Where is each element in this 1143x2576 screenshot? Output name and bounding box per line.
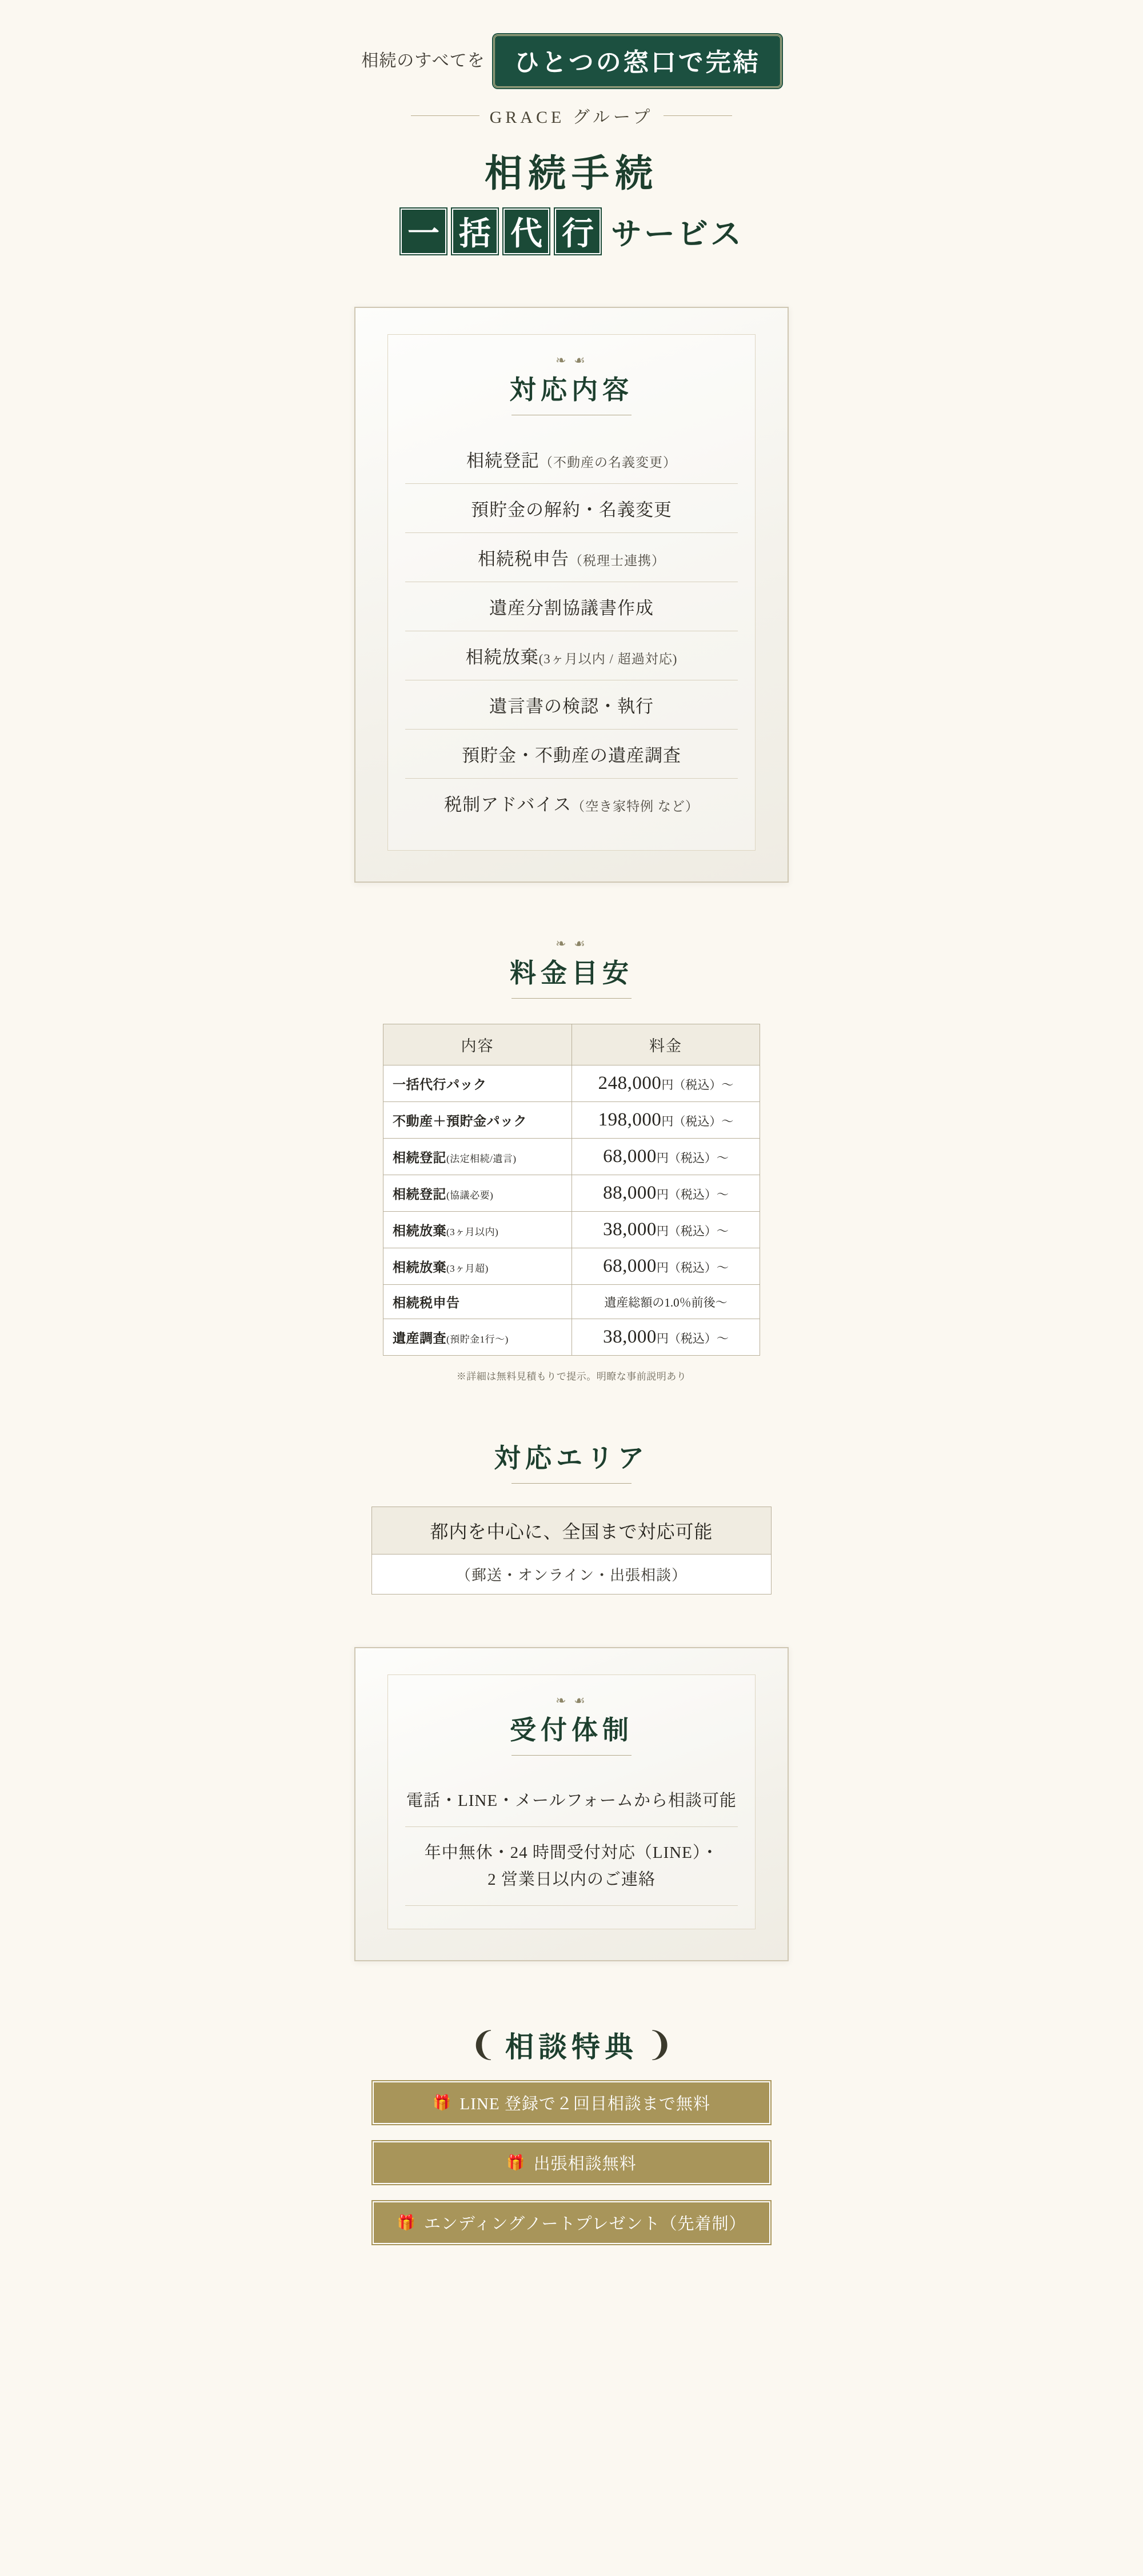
fee-unit: 円（税込）〜 <box>661 1078 734 1092</box>
fee-table <box>383 1024 760 1356</box>
reception-list <box>405 1775 738 1906</box>
service-main: 遺言書の検認・執行 <box>489 696 654 716</box>
fee-amount: 88,000 <box>603 1183 657 1203</box>
cell-item <box>383 1065 572 1102</box>
ornament-icon: ❧ ☙ <box>555 353 588 367</box>
fee-amount: 遺産総額の1.0 <box>604 1295 680 1309</box>
service-main: 相続税申告 <box>478 549 569 569</box>
cell-item <box>383 1248 572 1285</box>
kanji-box-2: 括 <box>451 207 499 255</box>
list-item <box>405 435 738 484</box>
benefits-section <box>354 2024 789 2297</box>
service-main: 遺産分割協議書作成 <box>489 598 654 618</box>
service-sub: (3ヶ月以内 / 超過対応) <box>538 652 678 666</box>
service-main: 預貯金・不動産の遺産調査 <box>462 746 681 766</box>
service-sub: （不動産の名義変更） <box>539 455 677 470</box>
rule-right <box>664 115 732 116</box>
fee-item-note: (法定相続/遺言) <box>446 1153 517 1164</box>
fee-unit: 円（税込）〜 <box>656 1261 729 1275</box>
cell-item <box>383 1102 572 1139</box>
area-box <box>371 1507 772 1595</box>
gift-icon: 🎁 <box>397 2214 416 2231</box>
title-kanji-row <box>399 207 744 255</box>
fee-amount: 248,000 <box>598 1073 662 1093</box>
header-lead-text <box>361 50 485 72</box>
area-main-text: 都内を中心に、全国まで対応可能 <box>372 1507 771 1555</box>
fee-item-note: (協議必要) <box>446 1190 494 1201</box>
services-card-inner <box>387 334 756 851</box>
area-title-underline <box>511 1483 632 1484</box>
fee-section <box>354 938 789 1383</box>
header-pill-label: ひとつの窓口で完結 <box>493 34 782 88</box>
table-row <box>383 1139 760 1175</box>
fee-amount: 198,000 <box>598 1109 662 1130</box>
fee-amount: 68,000 <box>603 1146 657 1167</box>
table-row <box>383 1102 760 1139</box>
rule-left <box>411 115 479 116</box>
grace-group-line <box>411 103 733 128</box>
table-row <box>383 1248 760 1285</box>
services-list <box>405 435 738 827</box>
fee-title-underline <box>511 998 632 999</box>
benefit-label-1: LINE 登録で２回目相談まで無料 <box>459 2095 710 2114</box>
benefits-title: 相談特典 <box>505 2031 638 2064</box>
service-sub: （空き家特例 など） <box>572 799 699 814</box>
laurel-left-icon: ❨ <box>469 2026 497 2064</box>
services-title: 対応内容 <box>510 375 633 404</box>
fee-item-label: 一括代行パック <box>393 1077 487 1092</box>
fee-note: ※詳細は無料見積もりで提示。明瞭な事前説明あり <box>456 1371 687 1382</box>
grace-group-label: GRACE グループ <box>489 108 654 127</box>
fee-unit: 円（税込）〜 <box>656 1151 729 1165</box>
cell-price <box>572 1065 760 1102</box>
reception-title: 受付体制 <box>510 1716 633 1745</box>
reception-card-inner <box>387 1674 756 1929</box>
list-item <box>405 730 738 779</box>
cell-item <box>383 1319 572 1356</box>
service-main: 税制アドバイス <box>444 795 572 815</box>
table-row <box>383 1175 760 1212</box>
service-main: 相続放棄 <box>465 647 539 667</box>
benefit-item-3[interactable] <box>371 2200 772 2245</box>
list-item <box>405 631 738 680</box>
benefit-item-2[interactable] <box>371 2140 772 2185</box>
list-item <box>405 779 738 827</box>
page-title: 相続手続 <box>485 153 658 195</box>
reception-line-1: 電話・LINE・メールフォームから相談可能 <box>405 1775 738 1827</box>
reception-line-2b: 2 営業日以内のご連絡 <box>487 1870 656 1889</box>
fee-amount: 38,000 <box>603 1219 657 1240</box>
fee-item-note: (3ヶ月超) <box>446 1263 489 1274</box>
fee-item-label: 相続税申告 <box>393 1296 460 1310</box>
fee-item-note: (3ヶ月以内) <box>446 1227 499 1237</box>
page-header <box>234 34 909 255</box>
ornament-icon: ❧ ☙ <box>555 1693 588 1708</box>
fee-item-label: 相続登記 <box>393 1187 446 1201</box>
table-header-row <box>383 1024 760 1065</box>
list-item <box>405 680 738 730</box>
fee-amount: 38,000 <box>603 1327 657 1347</box>
title-suffix-label: サービス <box>611 217 744 251</box>
reception-header <box>405 1694 738 1756</box>
column-header-item: 内容 <box>383 1024 572 1065</box>
header-top-row <box>361 34 782 88</box>
list-item <box>405 533 738 582</box>
fee-unit: 円（税込）〜 <box>656 1188 729 1201</box>
cell-price <box>572 1175 760 1212</box>
cell-item <box>383 1175 572 1212</box>
cell-item <box>383 1139 572 1175</box>
fee-item-label: 遺産調査 <box>393 1331 446 1345</box>
area-sub-text: （郵送・オンライン・出張相談） <box>455 1567 688 1584</box>
fee-unit: 円（税込）〜 <box>656 1224 729 1238</box>
area-header <box>494 1435 649 1484</box>
table-row <box>383 1319 760 1356</box>
cell-price <box>572 1139 760 1175</box>
list-item <box>405 484 738 533</box>
kanji-box-1: 一 <box>399 207 447 255</box>
cell-price <box>572 1212 760 1248</box>
service-sub: （税理士連携） <box>569 554 665 568</box>
laurel-right-icon: ❩ <box>646 2026 674 2064</box>
cell-price <box>572 1319 760 1356</box>
fee-header <box>510 938 633 999</box>
fee-title: 料金目安 <box>510 959 633 988</box>
gift-icon: 🎁 <box>433 2094 452 2111</box>
fee-unit: 円（税込）〜 <box>661 1115 734 1128</box>
benefits-header <box>469 2024 673 2065</box>
services-card <box>354 307 789 883</box>
area-section <box>354 1435 789 1595</box>
benefit-label-3: エンディングノートプレゼント（先着制） <box>423 2215 746 2234</box>
fee-item-note: (預貯金1行〜) <box>446 1334 509 1345</box>
reception-title-underline <box>511 1755 632 1756</box>
cell-item <box>383 1285 572 1319</box>
service-main: 預貯金の解約・名義変更 <box>471 500 672 520</box>
header-lead-line1: 相続のすべてを <box>361 51 485 71</box>
fee-item-label: 相続放棄 <box>393 1260 446 1275</box>
fee-item-label: 不動産＋預貯金パック <box>393 1114 527 1128</box>
benefit-label-2: 出張相談無料 <box>533 2155 637 2174</box>
benefit-item-1[interactable] <box>371 2080 772 2125</box>
kanji-box-3: 代 <box>502 207 550 255</box>
fee-unit: ％前後〜 <box>679 1295 728 1309</box>
list-item <box>405 582 738 631</box>
gift-icon: 🎁 <box>506 2154 526 2171</box>
table-row <box>383 1065 760 1102</box>
fee-unit: 円（税込）〜 <box>656 1332 729 1345</box>
cell-price <box>572 1285 760 1319</box>
table-row <box>383 1285 760 1319</box>
services-header <box>405 354 738 415</box>
ornament-icon: ❧ ☙ <box>555 936 588 951</box>
reception-line-2a: 年中無休・24 時間受付対応（LINE）・ <box>424 1844 719 1862</box>
reception-line-2 <box>405 1827 738 1906</box>
fee-item-label: 相続放棄 <box>393 1224 446 1238</box>
area-title: 対応エリア <box>494 1444 649 1473</box>
fee-amount: 68,000 <box>603 1256 657 1276</box>
cell-item <box>383 1212 572 1248</box>
cell-price <box>572 1102 760 1139</box>
cell-price <box>572 1248 760 1285</box>
reception-card <box>354 1647 789 1961</box>
fee-item-label: 相続登記 <box>393 1151 446 1165</box>
service-main: 相続登記 <box>466 451 539 471</box>
column-header-price: 料金 <box>572 1024 760 1065</box>
kanji-box-4: 行 <box>554 207 602 255</box>
table-row <box>383 1212 760 1248</box>
